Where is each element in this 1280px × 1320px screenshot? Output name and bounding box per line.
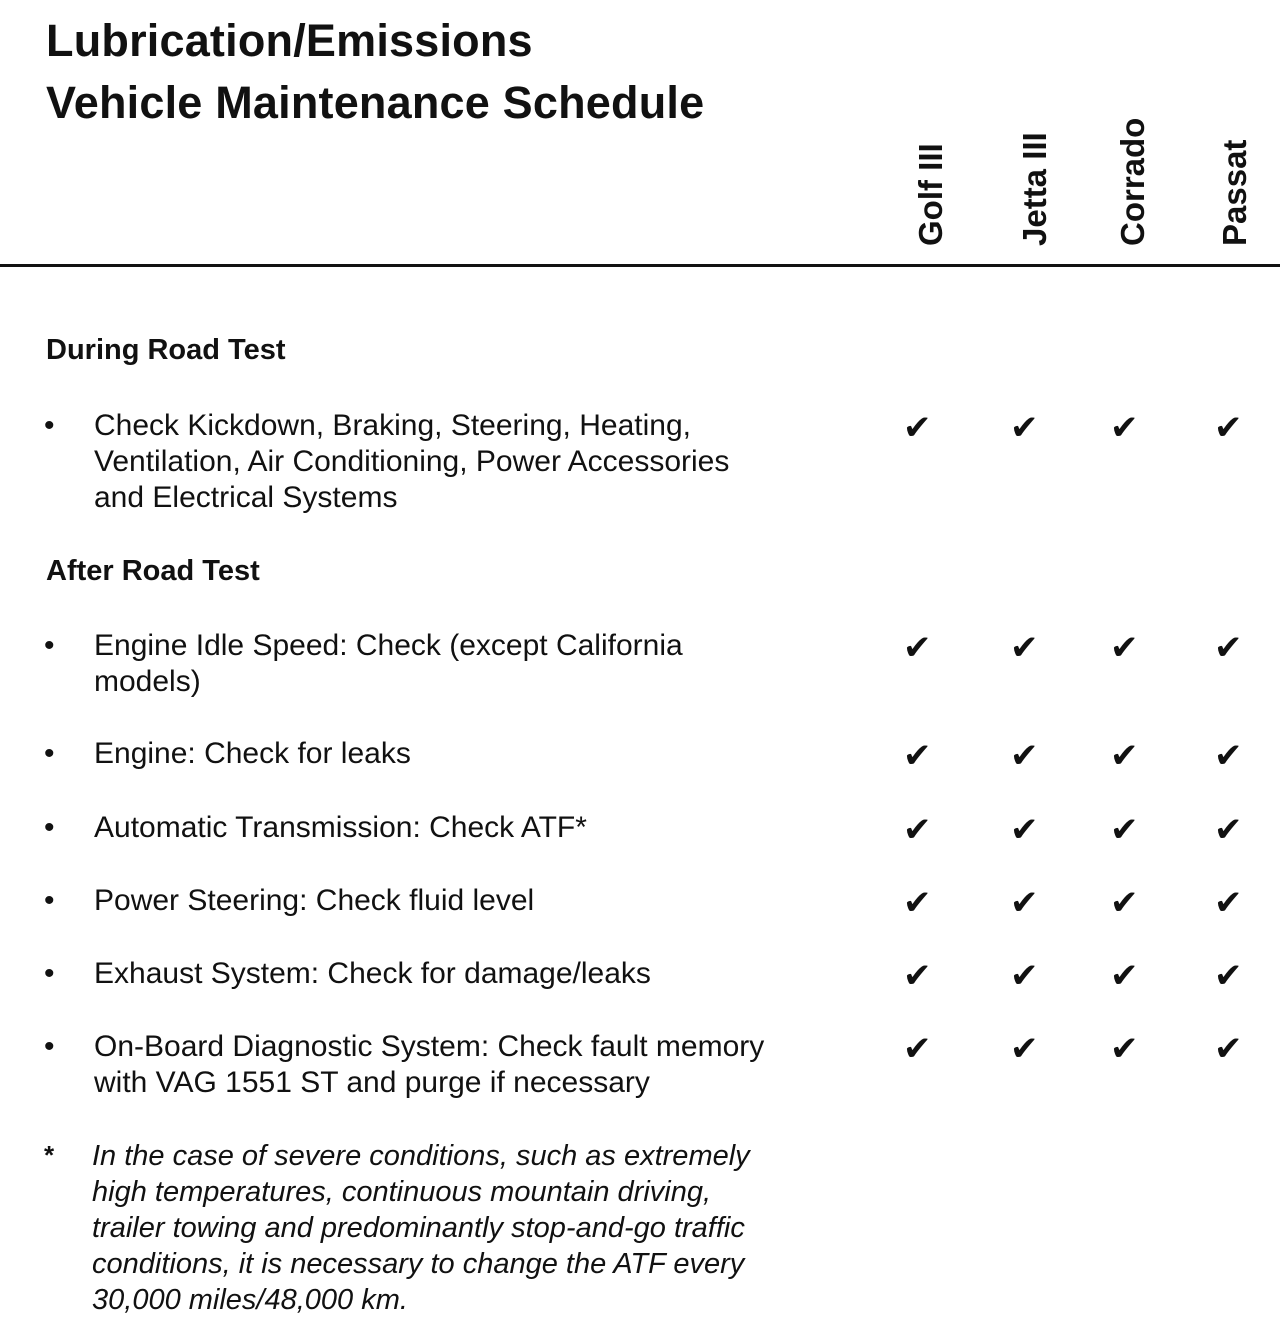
item-text: Check Kickdown, Braking, Steering, Heating, Ventilation, Air Conditioning, Power Accessories and Electrical Systems: [94, 409, 730, 514]
checkmark-icon: ✔: [903, 408, 932, 448]
checkmark-icon: ✔: [1010, 810, 1039, 850]
checkmark-icon: ✔: [903, 736, 932, 776]
checkmark-icon: ✔: [1214, 408, 1243, 448]
column-header-jetta-iii: Jetta III: [1015, 132, 1053, 246]
footnote-text: In the case of severe conditions, such as extremely high temperatures, continuous mountain driving, trailer towing and predominantly stop-and-go traffic conditions, it is necessary to change the ATF every 30,000 miles/48,000 km.: [92, 1140, 750, 1316]
checkmark-icon: ✔: [1214, 1029, 1243, 1069]
section-title-during-road-test: During Road Test: [46, 334, 286, 366]
section-title-after-road-test: After Road Test: [46, 555, 260, 587]
checkmark-icon: ✔: [1110, 883, 1139, 923]
checkmark-icon: ✔: [1214, 810, 1243, 850]
bullet: •: [44, 957, 55, 990]
checkmark-icon: ✔: [903, 810, 932, 850]
column-header-corrado: Corrado: [1113, 117, 1151, 246]
bullet: •: [44, 737, 55, 770]
header-divider: [0, 264, 1280, 267]
checkmark-icon: ✔: [1010, 628, 1039, 668]
footnote-mark: *: [44, 1140, 55, 1170]
item-text: Power Steering: Check fluid level: [94, 884, 535, 917]
page-title-line-2: Vehicle Maintenance Schedule: [46, 77, 705, 128]
checkmark-icon: ✔: [1010, 883, 1039, 923]
item-text: On-Board Diagnostic System: Check fault memory with VAG 1551 ST and purge if necessary: [94, 1030, 765, 1099]
checkmark-icon: ✔: [1110, 408, 1139, 448]
checkmark-icon: ✔: [1010, 408, 1039, 448]
bullet: •: [44, 884, 55, 917]
checkmark-icon: ✔: [1110, 736, 1139, 776]
checkmark-icon: ✔: [1010, 1029, 1039, 1069]
page-title-line-1: Lubrication/Emissions: [46, 15, 533, 66]
column-header-golf-iii: Golf III: [911, 143, 949, 246]
checkmark-icon: ✔: [1110, 956, 1139, 996]
bullet: •: [44, 1030, 55, 1063]
item-text: Engine: Check for leaks: [94, 737, 411, 770]
bullet: •: [44, 811, 55, 844]
column-header-passat: Passat: [1215, 139, 1253, 246]
checkmark-icon: ✔: [903, 956, 932, 996]
checkmark-icon: ✔: [903, 628, 932, 668]
checkmark-icon: ✔: [1214, 956, 1243, 996]
item-text: Exhaust System: Check for damage/leaks: [94, 957, 651, 990]
checkmark-icon: ✔: [1110, 628, 1139, 668]
checkmark-icon: ✔: [1214, 736, 1243, 776]
checkmark-icon: ✔: [903, 1029, 932, 1069]
checkmark-icon: ✔: [903, 883, 932, 923]
item-text: Engine Idle Speed: Check (except California models): [94, 629, 683, 698]
checkmark-icon: ✔: [1214, 628, 1243, 668]
checkmark-icon: ✔: [1010, 736, 1039, 776]
checkmark-icon: ✔: [1010, 956, 1039, 996]
checkmark-icon: ✔: [1110, 810, 1139, 850]
checkmark-icon: ✔: [1214, 883, 1243, 923]
bullet: •: [44, 629, 55, 662]
checkmark-icon: ✔: [1110, 1029, 1139, 1069]
item-text: Automatic Transmission: Check ATF*: [94, 811, 587, 844]
bullet: •: [44, 409, 55, 442]
